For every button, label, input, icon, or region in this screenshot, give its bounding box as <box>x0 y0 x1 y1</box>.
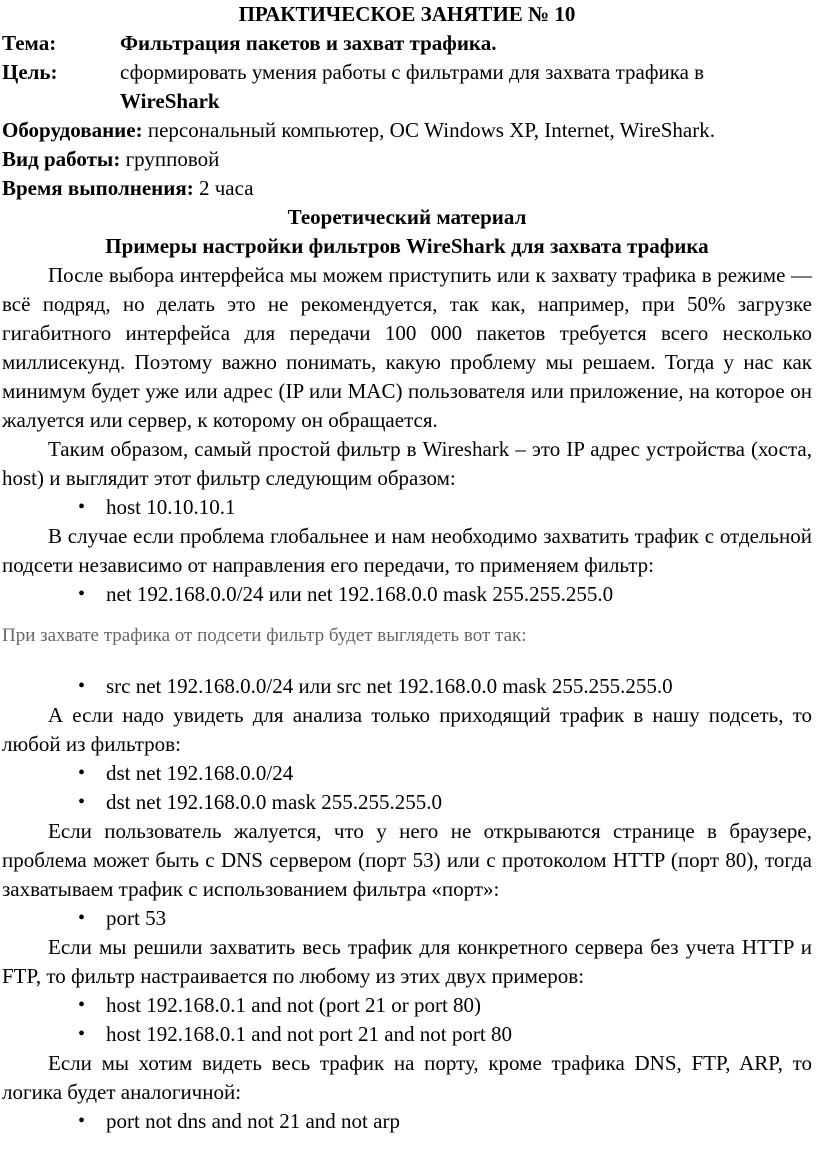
work-type-value: групповой <box>120 147 220 171</box>
filter-item: • dst net 192.168.0.0 mask 255.255.255.0 <box>2 788 812 817</box>
filter-item: • net 192.168.0.0/24 или net 192.168.0.0 mask 255.255.255.0 <box>2 580 812 609</box>
paragraph-6: Если мы решили захватить весь трафик для конкретного сервера без учета HTTP и FTP, то фильтр настраивается по любому из этих двух примеров: <box>2 935 812 988</box>
page-title: ПРАКТИЧЕСКОЕ ЗАНЯТИЕ № 10 <box>238 2 576 26</box>
filter-item: • port not dns and not 21 and not arp <box>2 1107 812 1136</box>
paragraph-7: Если мы хотим видеть весь трафик на порту, кроме трафика DNS, FTP, ARP, то логика будет аналогичной: <box>2 1051 812 1104</box>
duration-row <box>2 174 812 203</box>
filter-item: • src net 192.168.0.0/24 или src net 192.168.0.0 mask 255.255.255.0 <box>2 672 812 701</box>
filter-list-3 <box>2 672 812 701</box>
filter-list-5 <box>2 904 812 933</box>
paragraph-5: Если пользователь жалуется, что у него не открываются странице в браузере, проблема может быть с DNS сервером (порт 53) или с протоколом HTTP (порт 80), тогда захватываем трафик с использованием фильтра «порт»: <box>2 819 812 901</box>
equipment-value: персональный компьютер, ОС Windows XP, Internet, WireShark. <box>142 118 715 142</box>
work-type-row <box>2 145 812 174</box>
subnet-note: При захвате трафика от подсети фильтр будет выглядеть вот так: <box>2 625 527 646</box>
paragraph-3: В случае если проблема глобальнее и нам необходимо захватить трафик с отдельной подсети независимо от направления его передачи, то применяем фильтр: <box>2 524 812 577</box>
filter-list-2 <box>2 580 812 609</box>
filter-item: • host 192.168.0.1 and not (port 21 or port 80) <box>2 991 812 1020</box>
equipment-label: Оборудование: <box>2 118 143 142</box>
filter-item: • host 10.10.10.1 <box>2 493 812 522</box>
subsection-title: Примеры настройки фильтров WireShark для захвата трафика <box>105 234 709 258</box>
goal-value-wireshark: WireShark <box>120 89 220 113</box>
filter-item: • host 192.168.0.1 and not port 21 and not port 80 <box>2 1020 812 1049</box>
duration-value: 2 часа <box>193 176 254 200</box>
filter-item: • dst net 192.168.0.0/24 <box>2 759 812 788</box>
topic-row <box>2 29 812 58</box>
topic-value: Фильтрация пакетов и захват трафика. <box>120 31 497 55</box>
filter-list-6 <box>2 991 812 1049</box>
equipment-row <box>2 116 812 145</box>
duration-label: Время выполнения: <box>2 176 194 200</box>
goal-value: сформировать умения работы с фильтрами для захвата трафика в <box>120 60 705 84</box>
paragraph-2: Таким образом, самый простой фильтр в Wireshark – это IP адрес устройства (хоста, host) и выглядит этот фильтр следующим образом: <box>2 437 812 490</box>
goal-label: Цель: <box>2 60 58 84</box>
filter-list-7 <box>2 1107 812 1136</box>
work-type-label: Вид работы: <box>2 147 121 171</box>
goal-row <box>2 58 812 116</box>
filter-list-1 <box>2 493 812 522</box>
filter-item: • port 53 <box>2 904 812 933</box>
paragraph-4: А если надо увидеть для анализа только приходящий трафик в нашу подсеть, то любой из фильтров: <box>2 703 812 756</box>
topic-label: Тема: <box>2 31 57 55</box>
paragraph-1: После выбора интерфейса мы можем приступить или к захвату трафика в режиме — всё подряд, но делать это не рекомендуется, так как, например, при 50% загрузке гигабитного интерфейса для передачи 100 000 пакетов требуется всего несколько миллисекунд. Поэтому важно понимать, какую проблему мы решаем. Тогда у нас как минимум будет уже или адрес (IP или MAC) пользователя или приложение, на которое он жалуется или сервер, к которому он обращается. <box>2 263 812 432</box>
goal-value-block <box>120 58 812 116</box>
filter-list-4 <box>2 759 812 817</box>
section-title: Теоретический материал <box>287 205 527 229</box>
